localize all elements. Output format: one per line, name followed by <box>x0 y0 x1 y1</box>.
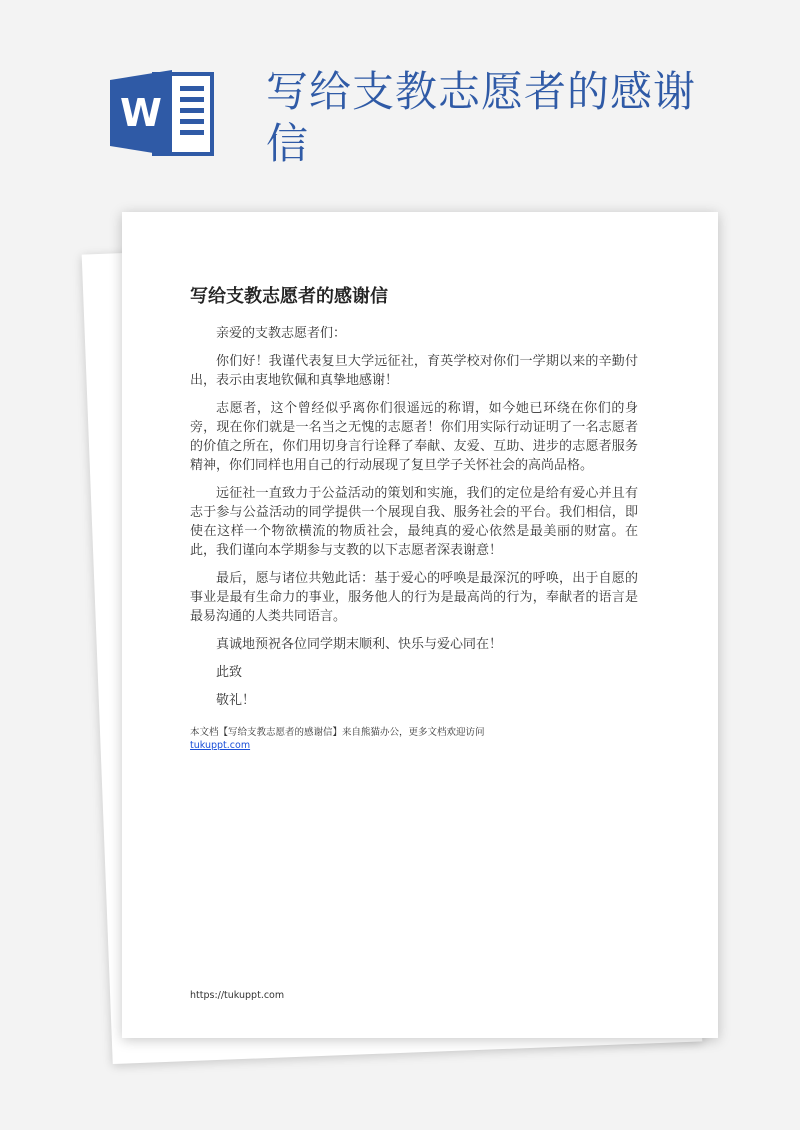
page-title: 写给支教志愿者的感谢信 <box>266 67 697 168</box>
document-body <box>190 324 638 719</box>
salutation: 亲爱的支教志愿者们： <box>216 326 347 341</box>
word-document-icon <box>110 68 218 158</box>
closing-line: 此致 <box>216 665 243 680</box>
document-page <box>122 212 718 1038</box>
paragraph: 志愿者，这个曾经似乎离你们很遥远的称谓，如今她已环绕在你们的身旁，现在你们就是一名当之无愧的志愿者！你们用实际行动证明了一名志愿者的价值之所在，你们用切身言行诠释了奉献、友爱、互助、进步的志愿者服务精神，你们同样也用自己的行动展现了复旦学子关怀社会的高尚品格。 <box>190 401 638 473</box>
source-note-text: 本文档【写给支教志愿者的感谢信】来自熊猫办公，更多文档欢迎访问 <box>190 727 485 738</box>
page-footer-url: https://tukuppt.com <box>190 990 285 1001</box>
paragraph: 最后，愿与诸位共勉此话：基于爱心的呼唤是最深沉的呼唤，出于自愿的事业是最有生命力的事业，服务他人的行为是最高尚的行为，奉献者的语言是最易沟通的人类共同语言。 <box>190 571 638 624</box>
word-icon-letter: W <box>120 91 162 135</box>
document-title: 写给支教志愿者的感谢信 <box>190 286 388 307</box>
paragraph: 你们好！我谨代表复旦大学远征社，育英学校对你们一学期以来的辛勤付出，表示由衷地钦佩和真挚地感谢！ <box>190 354 638 388</box>
source-note <box>190 726 650 752</box>
paragraph: 远征社一直致力于公益活动的策划和实施，我们的定位是给有爱心并且有志于参与公益活动的同学提供一个展现自我、服务社会的平台。我们相信，即使在这样一个物欲横流的物质社会，最纯真的爱心依然是最美丽的财富。在此，我们谨向本学期参与支教的以下志愿者深表谢意！ <box>190 486 638 558</box>
closing-line: 敬礼！ <box>216 693 256 708</box>
source-link[interactable]: tukuppt.com <box>190 740 251 751</box>
paragraph: 真诚地预祝各位同学期末顺利、快乐与爱心同在！ <box>216 637 503 652</box>
